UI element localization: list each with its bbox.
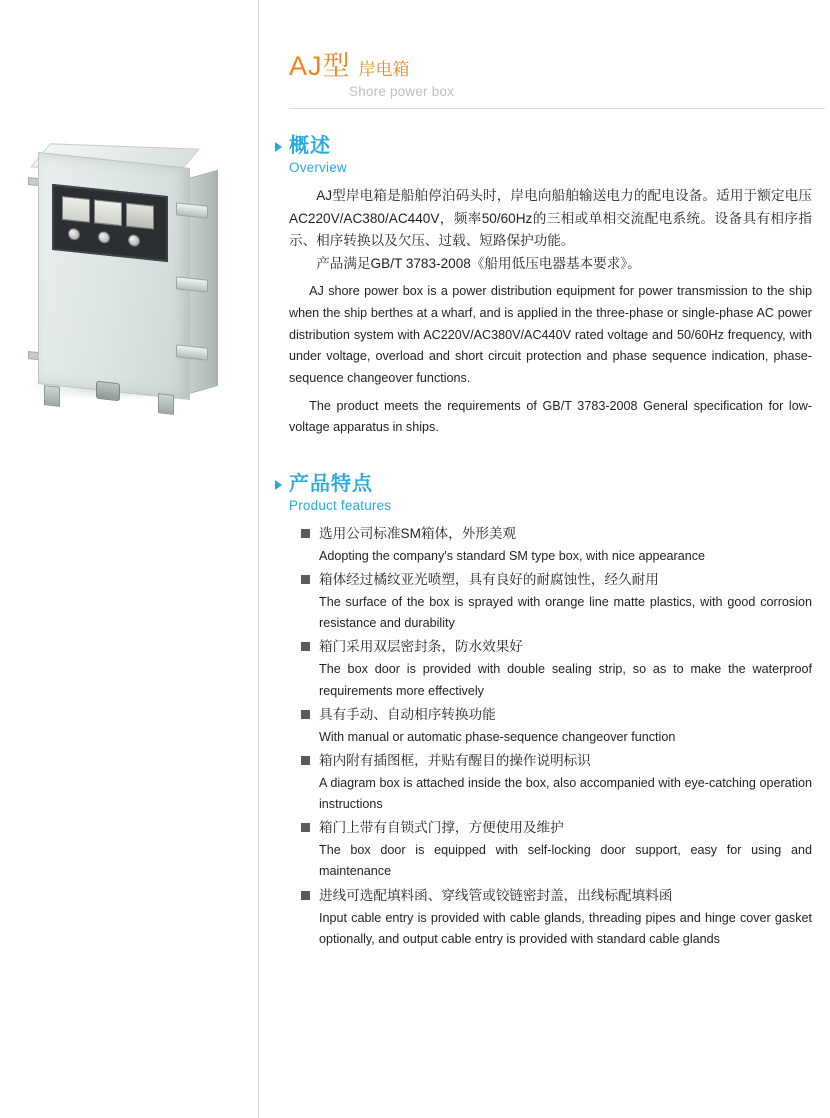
feature-label-cn: 箱门上带有自锁式门撑，方便使用及维护 [319, 820, 564, 836]
meter-icon [126, 203, 154, 230]
features-list [275, 523, 812, 950]
square-bullet-icon [301, 529, 310, 538]
enclosure-foot [158, 393, 174, 415]
product-title-cn: 岸电箱 [358, 60, 410, 79]
overview-body [275, 185, 812, 439]
feature-text-en: The surface of the box is sprayed with orange line matte plastics, with good corrosion resistance and durability [319, 595, 812, 631]
section-overview-heading [275, 135, 812, 175]
feature-label-cn: 具有手动、自动相序转换功能 [319, 706, 496, 722]
list-item [301, 885, 812, 950]
overview-paragraph-en-2: The product meets the requirements of GB/T 3783-2008 General specification for low-voltage apparatus in ships. [289, 398, 812, 435]
feature-text-en: The box door is equipped with self-locking door support, easy for using and maintenance [319, 843, 812, 879]
knob-icon [98, 231, 110, 244]
feature-text-cn [301, 750, 812, 772]
feature-text-cn [301, 704, 812, 726]
square-bullet-icon [301, 891, 310, 900]
shore-power-box-photo [8, 138, 248, 438]
content-column [259, 0, 830, 1118]
square-bullet-icon [301, 575, 310, 584]
section-heading-en: Product features [289, 497, 392, 513]
feature-text-cn [301, 523, 812, 545]
overview-paragraph-cn-1: AJ型岸电箱是船舶停泊码头时，岸电向船舶输送电力的配电设备。适用于额定电压AC220V/AC380/AC440V，频率50/60Hz的三相或单相交流配电系统。设备具有相序指示、相序转换以及欠压、过载、短路保护功能。 [289, 188, 812, 249]
enclosure-foot [44, 385, 60, 407]
triangle-right-icon [275, 142, 282, 152]
product-model-code: AJ型 [289, 51, 351, 81]
feature-label-cn: 箱门采用双层密封条，防水效果好 [319, 639, 523, 655]
list-item [301, 523, 812, 567]
title-divider [289, 108, 825, 109]
feature-text-en: Adopting the company's standard SM type box, with nice appearance [319, 548, 706, 563]
feature-text-en: With manual or automatic phase-sequence changeover function [319, 729, 676, 744]
feature-text-cn [301, 636, 812, 658]
section-heading-cn: 概述 [289, 135, 331, 157]
overview-paragraph-cn-2: 产品满足GB/T 3783-2008《船用低压电器基本要求》。 [316, 255, 641, 271]
feature-text-cn [301, 885, 812, 907]
knob-icon [128, 234, 140, 247]
section-heading-en: Overview [289, 160, 347, 175]
feature-label-cn: 箱体经过橘纹亚光喷塑，具有良好的耐腐蚀性，经久耐用 [319, 572, 659, 588]
knob-icon [68, 228, 80, 241]
section-heading-cn: 产品特点 [289, 472, 373, 495]
cable-gland-icon [96, 381, 120, 402]
list-item [301, 704, 812, 748]
feature-text-en: The box door is provided with double sealing strip, so as to make the waterproof requirements more effectively [319, 662, 812, 698]
triangle-right-icon [275, 480, 282, 490]
product-title-block [275, 44, 812, 109]
feature-label-cn: 箱内附有插图框，并贴有醒目的操作说明标识 [319, 752, 591, 768]
feature-text-cn [301, 569, 812, 591]
product-title-line [289, 44, 812, 83]
feature-label-cn: 进线可选配填料函、穿线管或铰链密封盖，出线标配填料函 [319, 887, 673, 903]
list-item [301, 636, 812, 701]
square-bullet-icon [301, 823, 310, 832]
feature-text-cn [301, 817, 812, 839]
square-bullet-icon [301, 756, 310, 765]
list-item [301, 569, 812, 634]
square-bullet-icon [301, 710, 310, 719]
list-item [301, 817, 812, 882]
instrument-panel [52, 184, 168, 262]
meter-icon [94, 199, 122, 226]
product-image-column [0, 0, 258, 1118]
overview-paragraph-en-1: AJ shore power box is a power distribution equipment for power transmission to the ship when the ship berthes at a wharf, and is applied in the three-phase or single-phase AC power distribution system with AC220V/AC380V/AC440V rated voltage and 50/60Hz frequency, with under voltage, overload and short circuit protection and phase sequence indication, phase-sequence changeover functions. [289, 284, 812, 385]
product-title-en: Shore power box [349, 84, 455, 99]
list-item [301, 750, 812, 815]
feature-text-en: Input cable entry is provided with cable glands, threading pipes and hinge cover gasket optionally, and output cable entry is provided with standard cable glands [319, 910, 812, 946]
section-features-heading [275, 473, 812, 513]
square-bullet-icon [301, 642, 310, 651]
feature-label-cn: 选用公司标准SM箱体，外形美观 [319, 525, 517, 541]
feature-text-en: A diagram box is attached inside the box, also accompanied with eye-catching operation instructions [319, 775, 812, 812]
meter-icon [62, 196, 90, 223]
